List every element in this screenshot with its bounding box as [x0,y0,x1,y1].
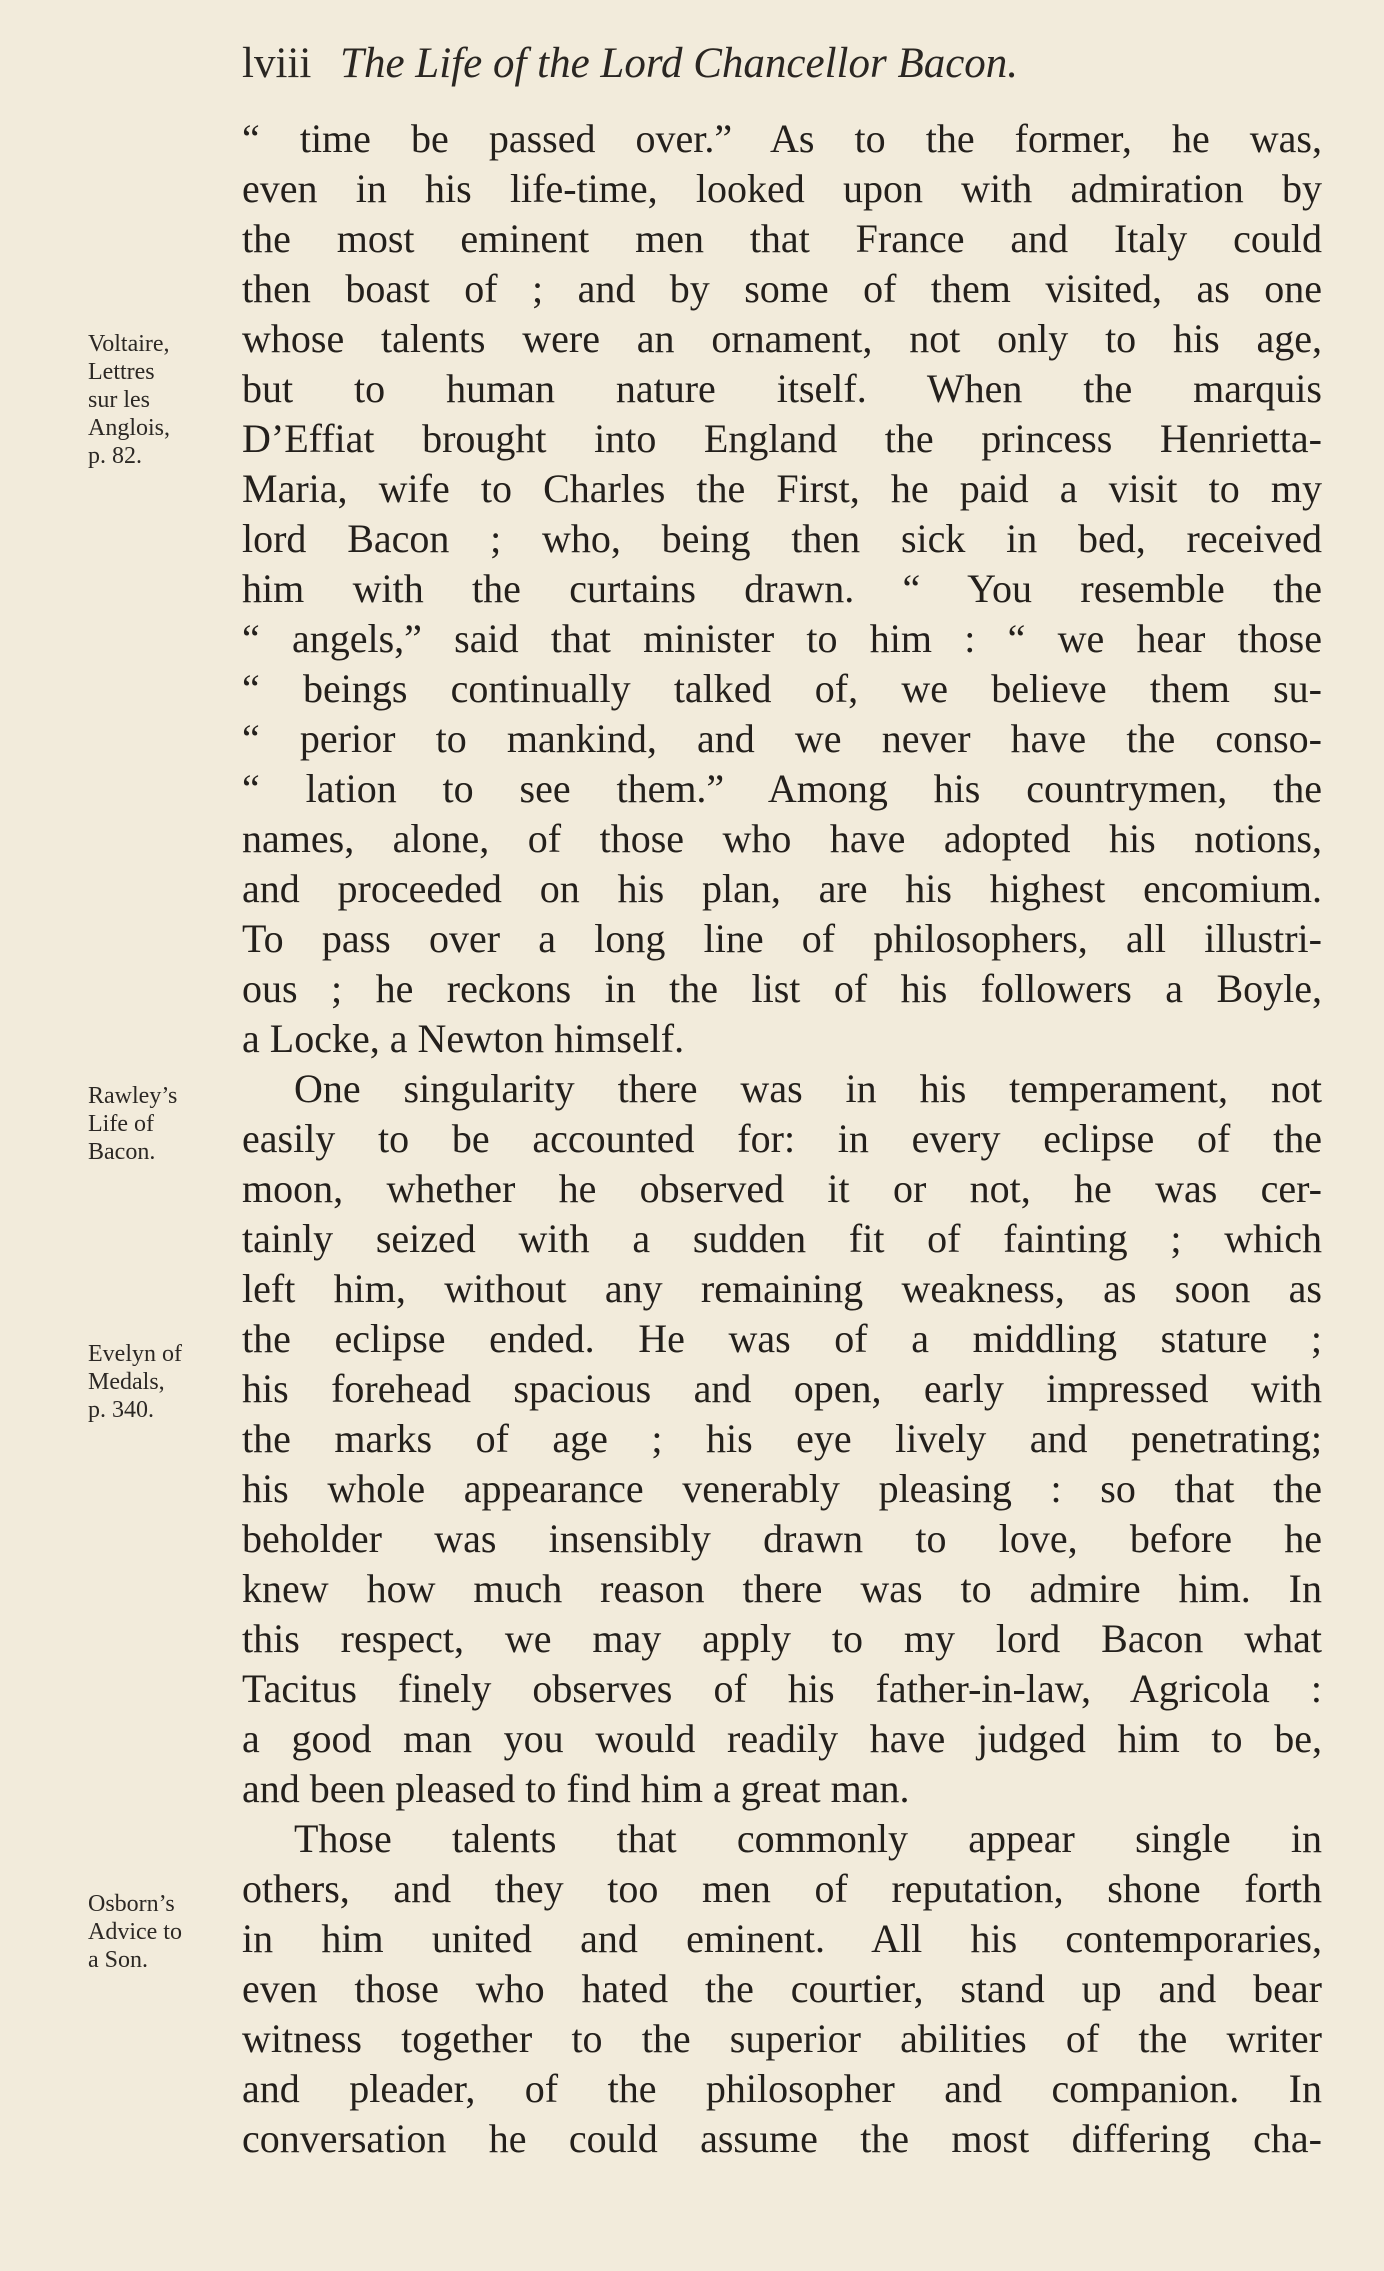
page-number: lviii [242,40,312,87]
text-line: others, and they too men of reputation, shone forth [242,1866,1322,1911]
margin-note-line: Evelyn of [88,1341,182,1367]
margin-note-voltaire [88,330,248,470]
text-line: easily to be accounted for: in every eclipse of the [242,1116,1322,1161]
text-line: the eclipse ended. He was of a middling stature ; [242,1316,1322,1361]
text-line: but to human nature itself. When the marquis [242,366,1322,411]
text-line: his forehead spacious and open, early impressed with [242,1366,1322,1411]
text-line: “ angels,” said that minister to him : “ we hear those [242,616,1322,661]
margin-note-osborn [88,1890,248,1974]
margin-note-line: Advice to [88,1919,182,1945]
text-line: beholder was insensibly drawn to love, before he [242,1516,1322,1561]
text-line: his whole appearance venerably pleasing : so that the [242,1466,1322,1511]
text-line: a good man you would readily have judged him to be, [242,1716,1322,1761]
text-line: D’Effiat brought into England the princess Henrietta- [242,416,1322,461]
text-line: “ time be passed over.” As to the former, he was, [242,116,1322,161]
margin-note-line: Voltaire, [88,331,170,357]
margin-note-evelyn [88,1340,248,1424]
margin-note-line: Rawley’s [88,1083,178,1109]
text-line: knew how much reason there was to admire him. In [242,1566,1322,1611]
text-line: the most eminent men that France and Italy could [242,216,1322,261]
text-line: left him, without any remaining weakness, as soon as [242,1266,1322,1311]
text-line: “ beings continually talked of, we believe them su- [242,666,1322,711]
text-line: and pleader, of the philosopher and companion. In [242,2066,1322,2111]
text-line: and proceeded on his plan, are his highest encomium. [242,866,1322,911]
text-line: moon, whether he observed it or not, he was cer- [242,1166,1322,1211]
text-line: the marks of age ; his eye lively and penetrating; [242,1416,1322,1461]
margin-note-rawley [88,1082,248,1166]
text-line: “ lation to see them.” Among his countrymen, the [242,766,1322,811]
text-line: To pass over a long line of philosophers, all illustri- [242,916,1322,961]
text-line: ous ; he reckons in the list of his followers a Boyle, [242,966,1322,1011]
margin-note-line: sur les [88,387,150,413]
text-line: even in his life-time, looked upon with admiration by [242,166,1322,211]
page-header [242,34,1322,94]
margin-note-line: Life of [88,1111,154,1137]
text-line: Tacitus finely observes of his father-in-law, Agricola : [242,1666,1322,1711]
text-line: even those who hated the courtier, stand up and bear [242,1966,1322,2011]
text-line: witness together to the superior abilities of the writer [242,2016,1322,2061]
text-line: and been pleased to find him a great man. [242,1766,910,1811]
text-line: tainly seized with a sudden fit of fainting ; which [242,1216,1322,1261]
text-line: Maria, wife to Charles the First, he paid a visit to my [242,466,1322,511]
text-line: a Locke, a Newton himself. [242,1016,685,1061]
margin-note-line: Osborn’s [88,1891,175,1917]
text-line: conversation he could assume the most differing cha- [242,2116,1322,2161]
text-line: “ perior to mankind, and we never have the conso- [242,716,1322,761]
margin-note-line: p. 340. [88,1397,154,1423]
running-title: The Life of the Lord Chancellor Bacon. [340,40,1019,87]
text-line: names, alone, of those who have adopted his notions, [242,816,1322,861]
margin-note-line: p. 82. [88,443,142,469]
body-text [242,114,1322,2164]
text-line: lord Bacon ; who, being then sick in bed, received [242,516,1322,561]
margin-note-line: Medals, [88,1369,165,1395]
text-line: Those talents that commonly appear single in [294,1816,1322,1861]
text-line: this respect, we may apply to my lord Bacon what [242,1616,1322,1661]
text-line: him with the curtains drawn. “ You resemble the [242,566,1322,611]
margin-note-line: Anglois, [88,415,171,441]
margin-note-line: Lettres [88,359,155,385]
text-line: One singularity there was in his temperament, not [294,1066,1322,1111]
text-line: whose talents were an ornament, not only to his age, [242,316,1322,361]
text-line: then boast of ; and by some of them visited, as one [242,266,1322,311]
margin-note-line: Bacon. [88,1139,156,1165]
text-line: in him united and eminent. All his contemporaries, [242,1916,1322,1961]
margin-note-line: a Son. [88,1947,148,1973]
